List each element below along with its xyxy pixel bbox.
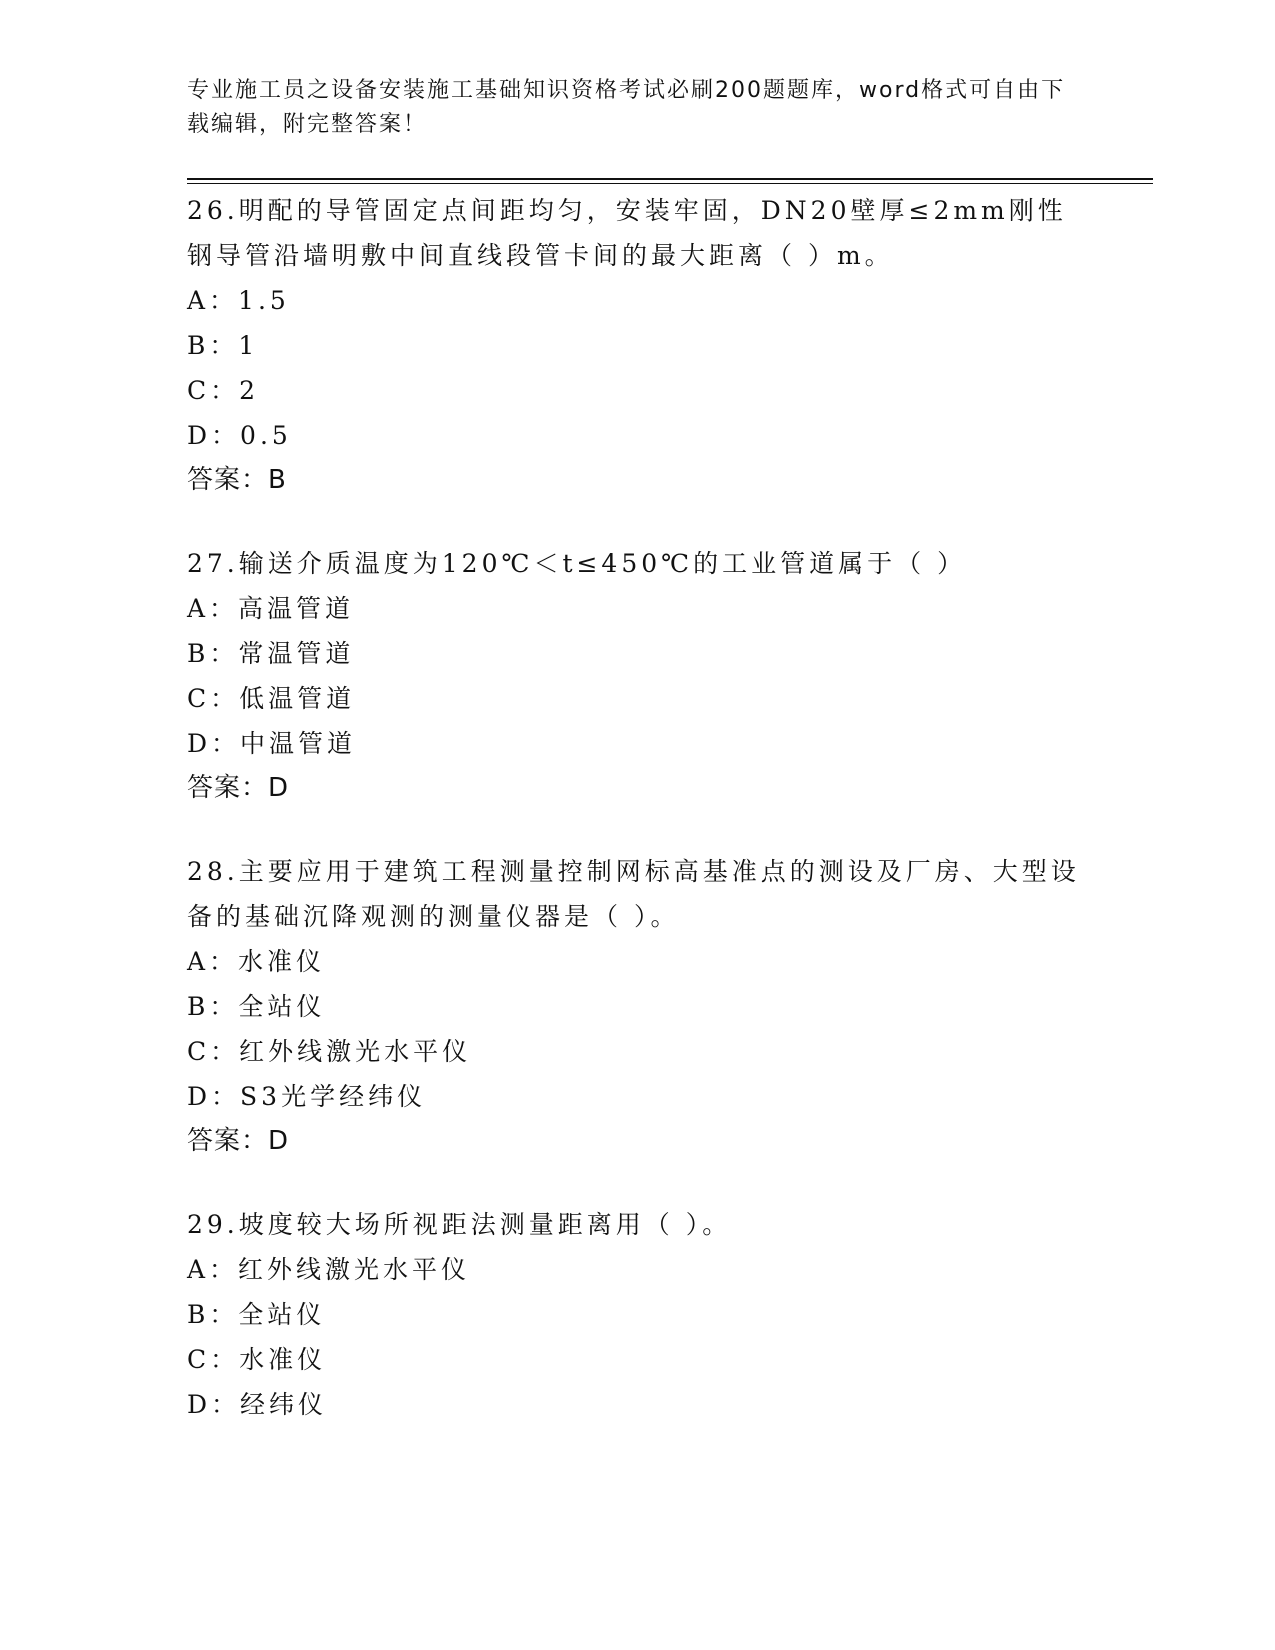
question-28 bbox=[187, 849, 1087, 1164]
option-a: A：高温管道 bbox=[187, 594, 355, 623]
option-b: B：全站仪 bbox=[187, 992, 326, 1021]
question-stem: 28.主要应用于建筑工程测量控制网标高基准点的测设及厂房、大型设备的基础沉降观测的测量仪器是（ ）。 bbox=[187, 857, 1080, 931]
question-stem: 26.明配的导管固定点间距均匀，安装牢固，DN20壁厚≤2mm刚性钢导管沿墙明敷中间直线段管卡间的最大距离（ ）m。 bbox=[187, 196, 1067, 270]
option-d: D：S3光学经纬仪 bbox=[187, 1082, 427, 1111]
question-29 bbox=[187, 1202, 1087, 1427]
option-c: C：红外线激光水平仪 bbox=[187, 1037, 472, 1066]
header-divider-thin bbox=[187, 183, 1153, 184]
question-27 bbox=[187, 541, 1087, 811]
option-c: C：水准仪 bbox=[187, 1345, 327, 1374]
header-divider-thick bbox=[187, 178, 1153, 180]
question-stem: 27.输送介质温度为120℃＜t≤450℃的工业管道属于（ ） bbox=[187, 549, 967, 578]
option-c: C：2 bbox=[187, 376, 260, 405]
option-a: A：红外线激光水平仪 bbox=[187, 1255, 471, 1284]
option-d: D：中温管道 bbox=[187, 729, 357, 758]
option-b: B：1 bbox=[187, 331, 259, 360]
option-b: B：全站仪 bbox=[187, 1300, 326, 1329]
option-b: B：常温管道 bbox=[187, 639, 355, 668]
document-header: 专业施工员之设备安装施工基础知识资格考试必刷200题题库，word格式可自由下载编辑，附完整答案！ bbox=[187, 78, 1066, 137]
option-a: A：1.5 bbox=[187, 286, 290, 315]
option-d: D：0.5 bbox=[187, 421, 292, 450]
answer-line: 答案：D bbox=[187, 1126, 290, 1156]
question-list bbox=[187, 188, 1087, 1465]
question-stem: 29.坡度较大场所视距法测量距离用（ ）。 bbox=[187, 1210, 732, 1239]
option-d: D：经纬仪 bbox=[187, 1390, 328, 1419]
question-26 bbox=[187, 188, 1087, 503]
answer-line: 答案：D bbox=[187, 773, 290, 803]
answer-line: 答案：B bbox=[187, 465, 287, 495]
option-c: C：低温管道 bbox=[187, 684, 356, 713]
option-a: A：水准仪 bbox=[187, 947, 326, 976]
